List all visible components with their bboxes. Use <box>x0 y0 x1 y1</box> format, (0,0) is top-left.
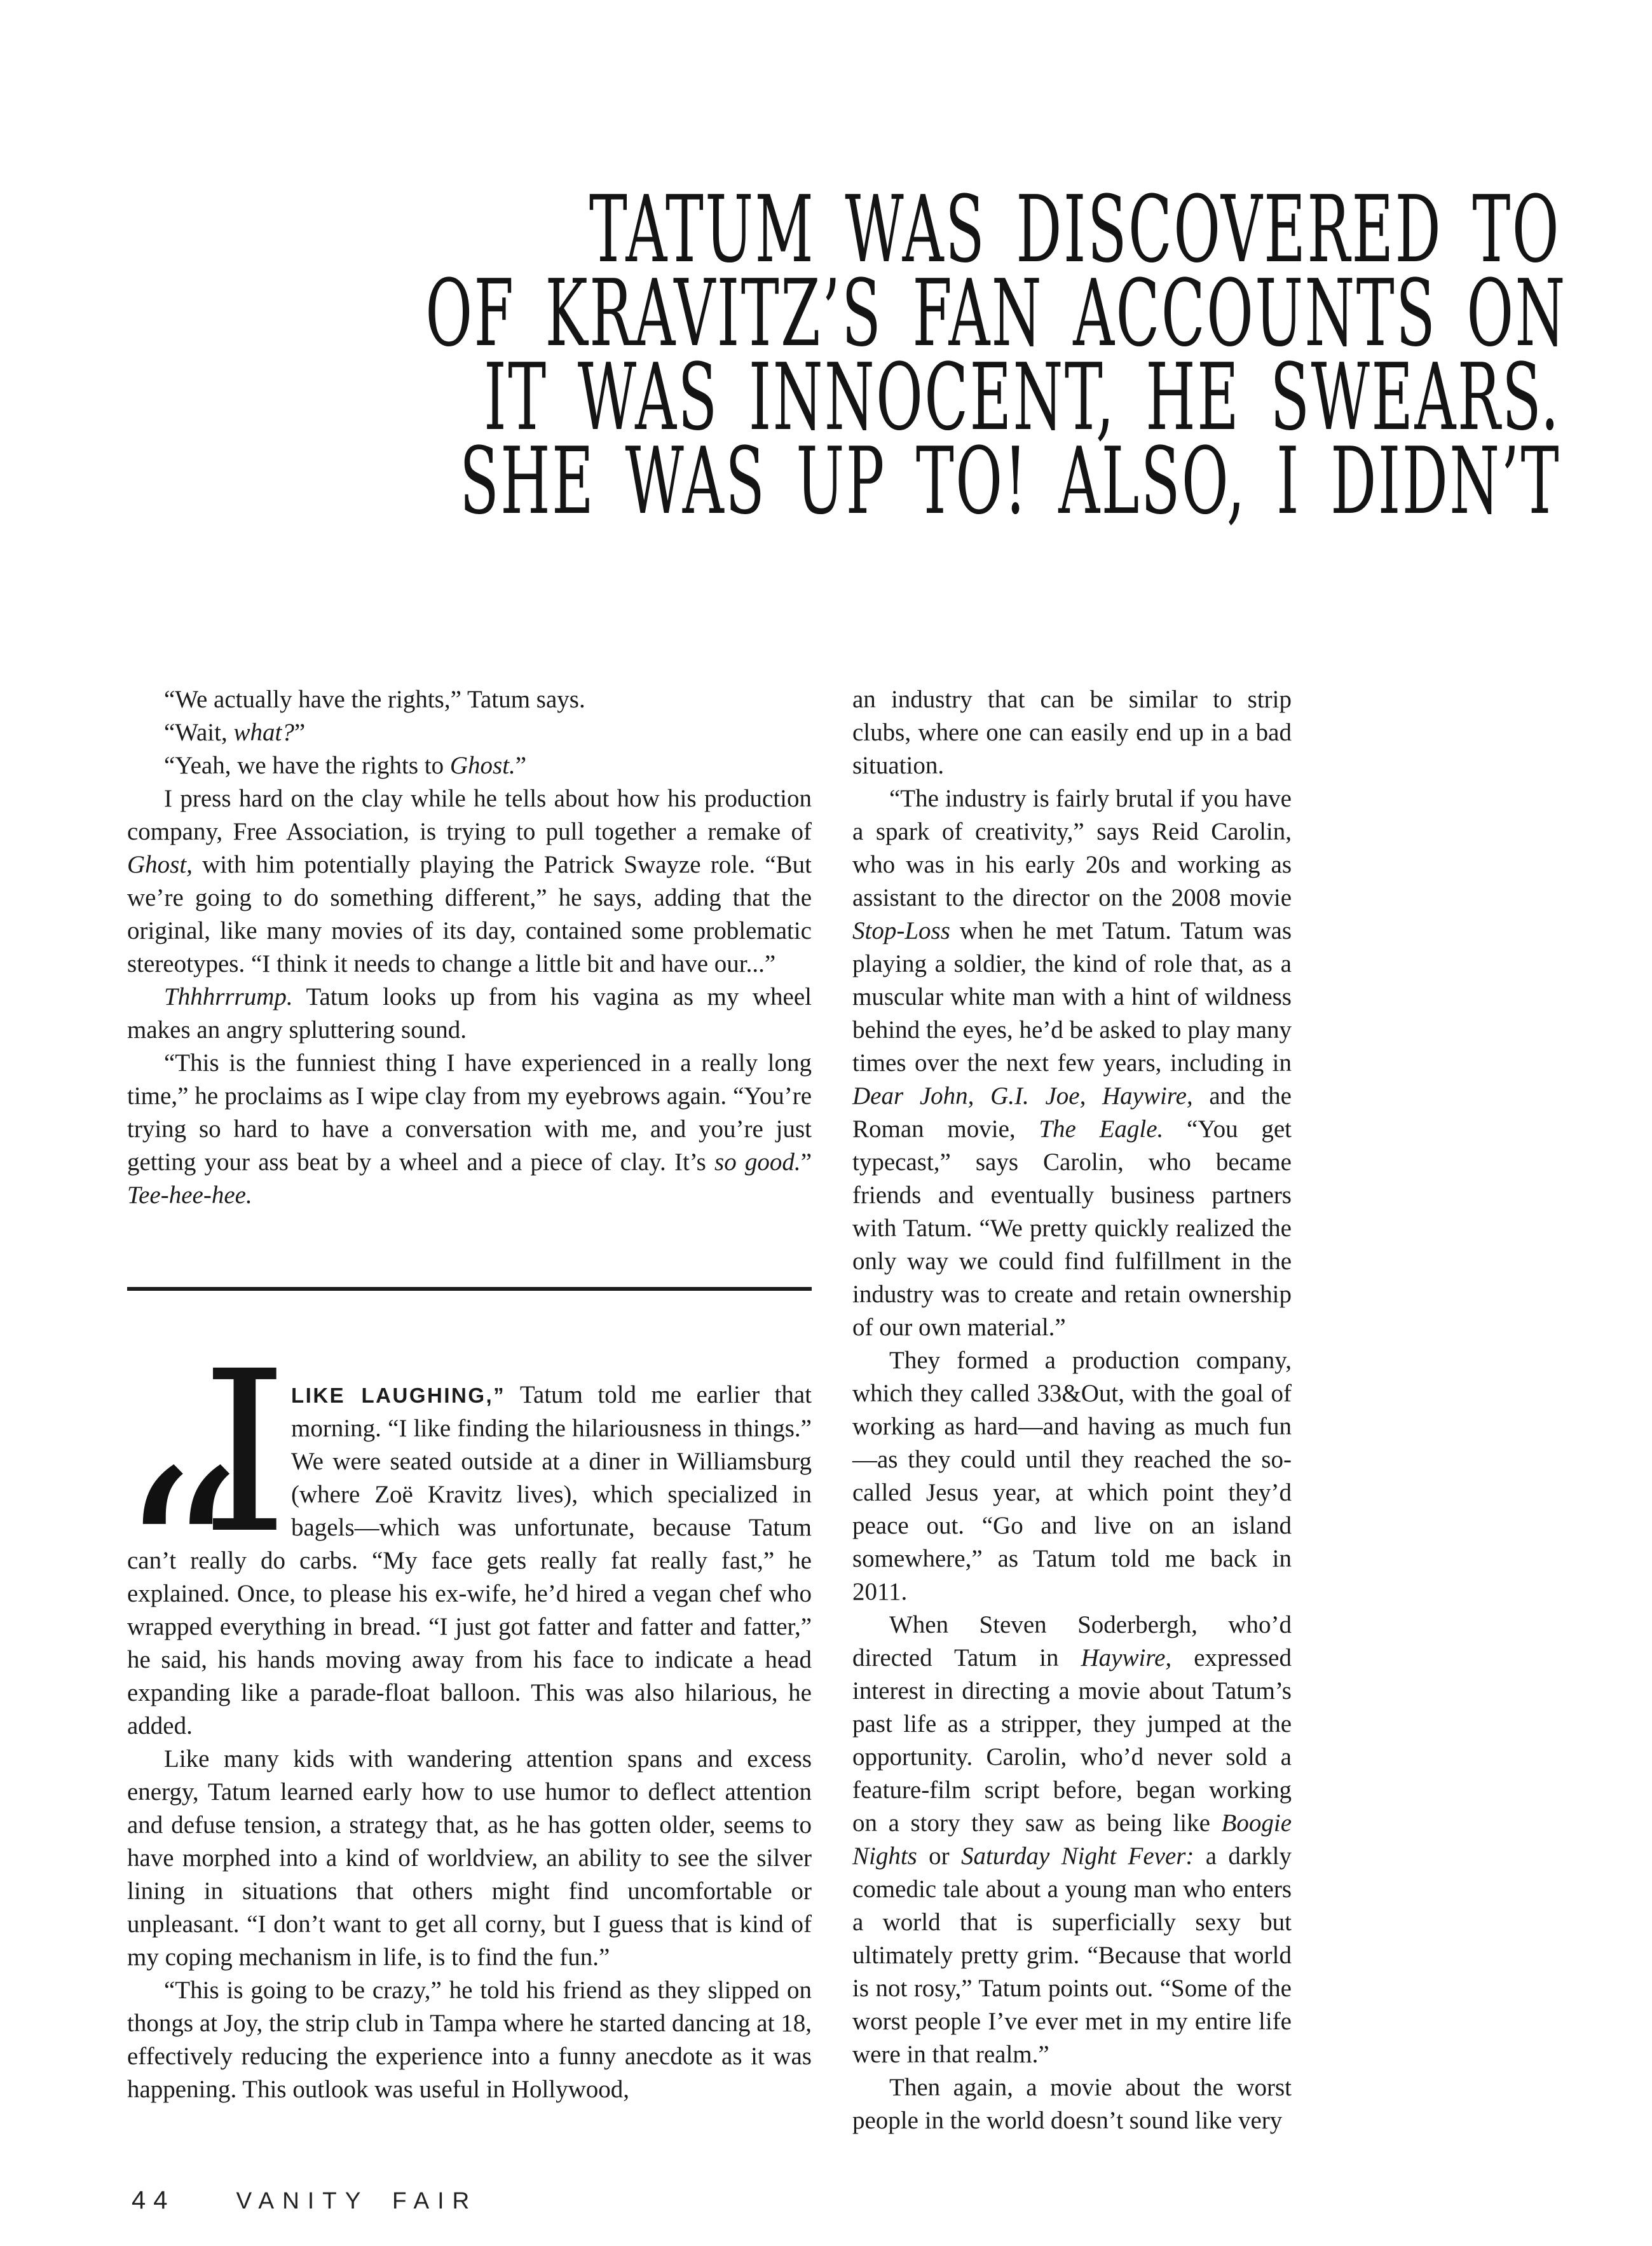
right-column <box>852 683 1292 2137</box>
open-quote-ornament-icon: “ <box>118 1419 242 1701</box>
text-run: when he met Tatum. Tatum was playing a soldier, the kind of role that, as a muscular white man with a hint of wildness behind the eyes, he’d be asked to play many times over the next few years, including in <box>852 917 1292 1077</box>
body-paragraph <box>127 716 812 749</box>
article-headline <box>425 176 1567 535</box>
text-run: a darkly comedic tale about a young man who enters a world that is superficially sexy but ultimately pretty grim. “Because that world is not rosy,” Tatum points out. “Some of the worst people I’ve ever met in my entire life were in that realm.” <box>852 1842 1292 2068</box>
section-divider-rule <box>127 1287 812 1291</box>
text-run: ” <box>294 719 306 746</box>
text-run: Saturday Night Fever: <box>960 1842 1194 1870</box>
headline-line: IT WAS INNOCENT, HE SWEARS. <box>484 344 1560 451</box>
text-run: Thhhrrrump. <box>164 983 293 1011</box>
text-run: “We actually have the rights,” Tatum says. <box>164 686 585 713</box>
text-run: Haywire, <box>1081 1644 1172 1671</box>
drop-cap-block <box>118 1323 291 1701</box>
text-run: Ghost, <box>127 851 193 878</box>
body-paragraph <box>127 749 812 782</box>
text-run: LIKE LAUGHING,” <box>291 1384 506 1407</box>
text-run: Like many kids with wandering attention spans and excess energy, Tatum learned early how to use humor to deflect attention and defuse tension, a strategy that, as he has gotten older, seems to have morphed into a kind of worldview, an ability to see the silver lining in situations that others might find uncomfortable or unpleasant. “I don’t want to get all corny, but I guess that is kind of my coping mechanism in life, is to find the fun.” <box>127 1745 812 1971</box>
body-paragraph <box>852 782 1292 1344</box>
page-footer <box>132 2186 477 2215</box>
text-run: what? <box>233 719 294 746</box>
text-run: “You get typecast,” says Carolin, who became friends and eventually business partners with Tatum. “We pretty quickly realized the only way we could find fulfillment in the industry was to create and retain ownership of our own material.” <box>852 1115 1292 1341</box>
text-run: “The industry is fairly brutal if you have a spark of creativity,” says Reid Carolin, who was in his early 20s and working as assistant to the director on the 2008 movie <box>852 785 1292 911</box>
text-run: Ghost. <box>449 752 515 779</box>
text-run: “Wait, <box>164 719 234 746</box>
text-run: The Eagle. <box>1039 1115 1164 1143</box>
text-run: or <box>917 1842 961 1870</box>
text-run: Then again, a movie about the worst people in the world doesn’t sound like very <box>852 2074 1292 2134</box>
headline-line: OF KRAVITZ’S FAN ACCOUNTS ON <box>425 260 1567 367</box>
left-column-part2 <box>127 1743 812 2106</box>
body-paragraph <box>852 1344 1292 1609</box>
body-paragraph <box>852 683 1292 782</box>
text-run: Tee-hee-hee. <box>127 1181 252 1209</box>
body-paragraph <box>852 2071 1292 2137</box>
text-run: an industry that can be similar to strip clubs, where one can easily end up in a bad situation. <box>852 686 1292 779</box>
text-run: Boogie Nights <box>852 1809 1292 1870</box>
page-number: 44 <box>132 2186 175 2214</box>
text-run: “This is the funniest thing I have experienced in a really long time,” he proclaims as I wipe clay from my eyebrows again. “You’re trying so hard to have a conversation with me, and you’re just getting your ass beat by a wheel and a piece of clay. It’s <box>127 1049 812 1176</box>
text-run: ” <box>800 1148 812 1176</box>
text-run: ” <box>515 752 527 779</box>
body-paragraph <box>127 782 812 981</box>
text-run: with him potentially playing the Patrick Swayze role. “But we’re going to do something different,” he says, adding that the original, like many movies of its day, contained some problematic stereotypes. “I think it needs to change a little bit and have our...” <box>127 851 812 977</box>
drop-cap-section <box>118 1323 812 2106</box>
text-run: Tatum told me earlier that morning. “I like finding the hilariousness in things.” We were seated outside at a diner in Williamsburg (where Zoë Kravitz lives), which specialized in bagels—which was unfortunate, because Tatum can’t really do carbs. “My face gets really fat really fast,” he explained. Once, to please his ex-wife, he’d hired a vegan chef who wrapped everything in bread. “I just got fatter and fatter and fatter,” he said, his hands moving away from his face to indicate a head expanding like a parade-float balloon. This was also hilarious, he added. <box>127 1381 812 1739</box>
drop-cap-paragraph <box>118 1323 812 1743</box>
body-paragraph <box>127 1743 812 1974</box>
headline-line: TATUM WAS DISCOVERED TO <box>589 176 1561 283</box>
magazine-name: VANITY FAIR <box>236 2188 478 2214</box>
headline-line: SHE WAS UP TO! ALSO, I DIDN’T <box>460 428 1561 535</box>
text-run: expressed interest in directing a movie about Tatum’s past life as a stripper, they jumped at the opportunity. Carolin, who’d never sold a feature-film script before, began working on a story they saw as being like <box>852 1644 1292 1837</box>
body-paragraph <box>127 1047 812 1212</box>
left-column <box>118 683 812 2106</box>
left-column-part1 <box>127 683 812 1212</box>
text-run: so good. <box>714 1148 801 1176</box>
text-run: “This is going to be crazy,” he told his friend as they slipped on thongs at Joy, the strip club in Tampa where he started dancing at 18, effectively reducing the experience into a funny anecdote as it was happening. This outlook was useful in Hollywood, <box>127 1977 812 2103</box>
text-run: “Yeah, we have the rights to <box>164 752 450 779</box>
text-run: Stop-Loss <box>852 917 950 944</box>
body-paragraph <box>852 1609 1292 2071</box>
body-paragraph <box>127 683 812 716</box>
drop-cap-letter: I <box>200 1323 289 1582</box>
text-run: Dear John, G.I. Joe, Haywire, <box>852 1082 1193 1110</box>
body-paragraph <box>127 981 812 1047</box>
body-paragraph <box>127 1974 812 2106</box>
text-run: Tatum looks up from his vagina as my wheel makes an angry spluttering sound. <box>127 983 812 1044</box>
text-run: and the Roman movie, <box>852 1082 1292 1143</box>
text-run: When Steven Soderbergh, who’d directed Tatum in <box>852 1611 1292 1671</box>
text-run: They formed a production company, which they called 33&Out, with the goal of working as hard—and having as much fun—as they could until they reached the so-called Jesus year, at which point they’d peace out. “Go and live on an island somewhere,” as Tatum told me back in 2011. <box>852 1347 1292 1605</box>
text-run: I press hard on the clay while he tells about how his production company, Free Association, is trying to pull together a remake of <box>127 785 812 845</box>
